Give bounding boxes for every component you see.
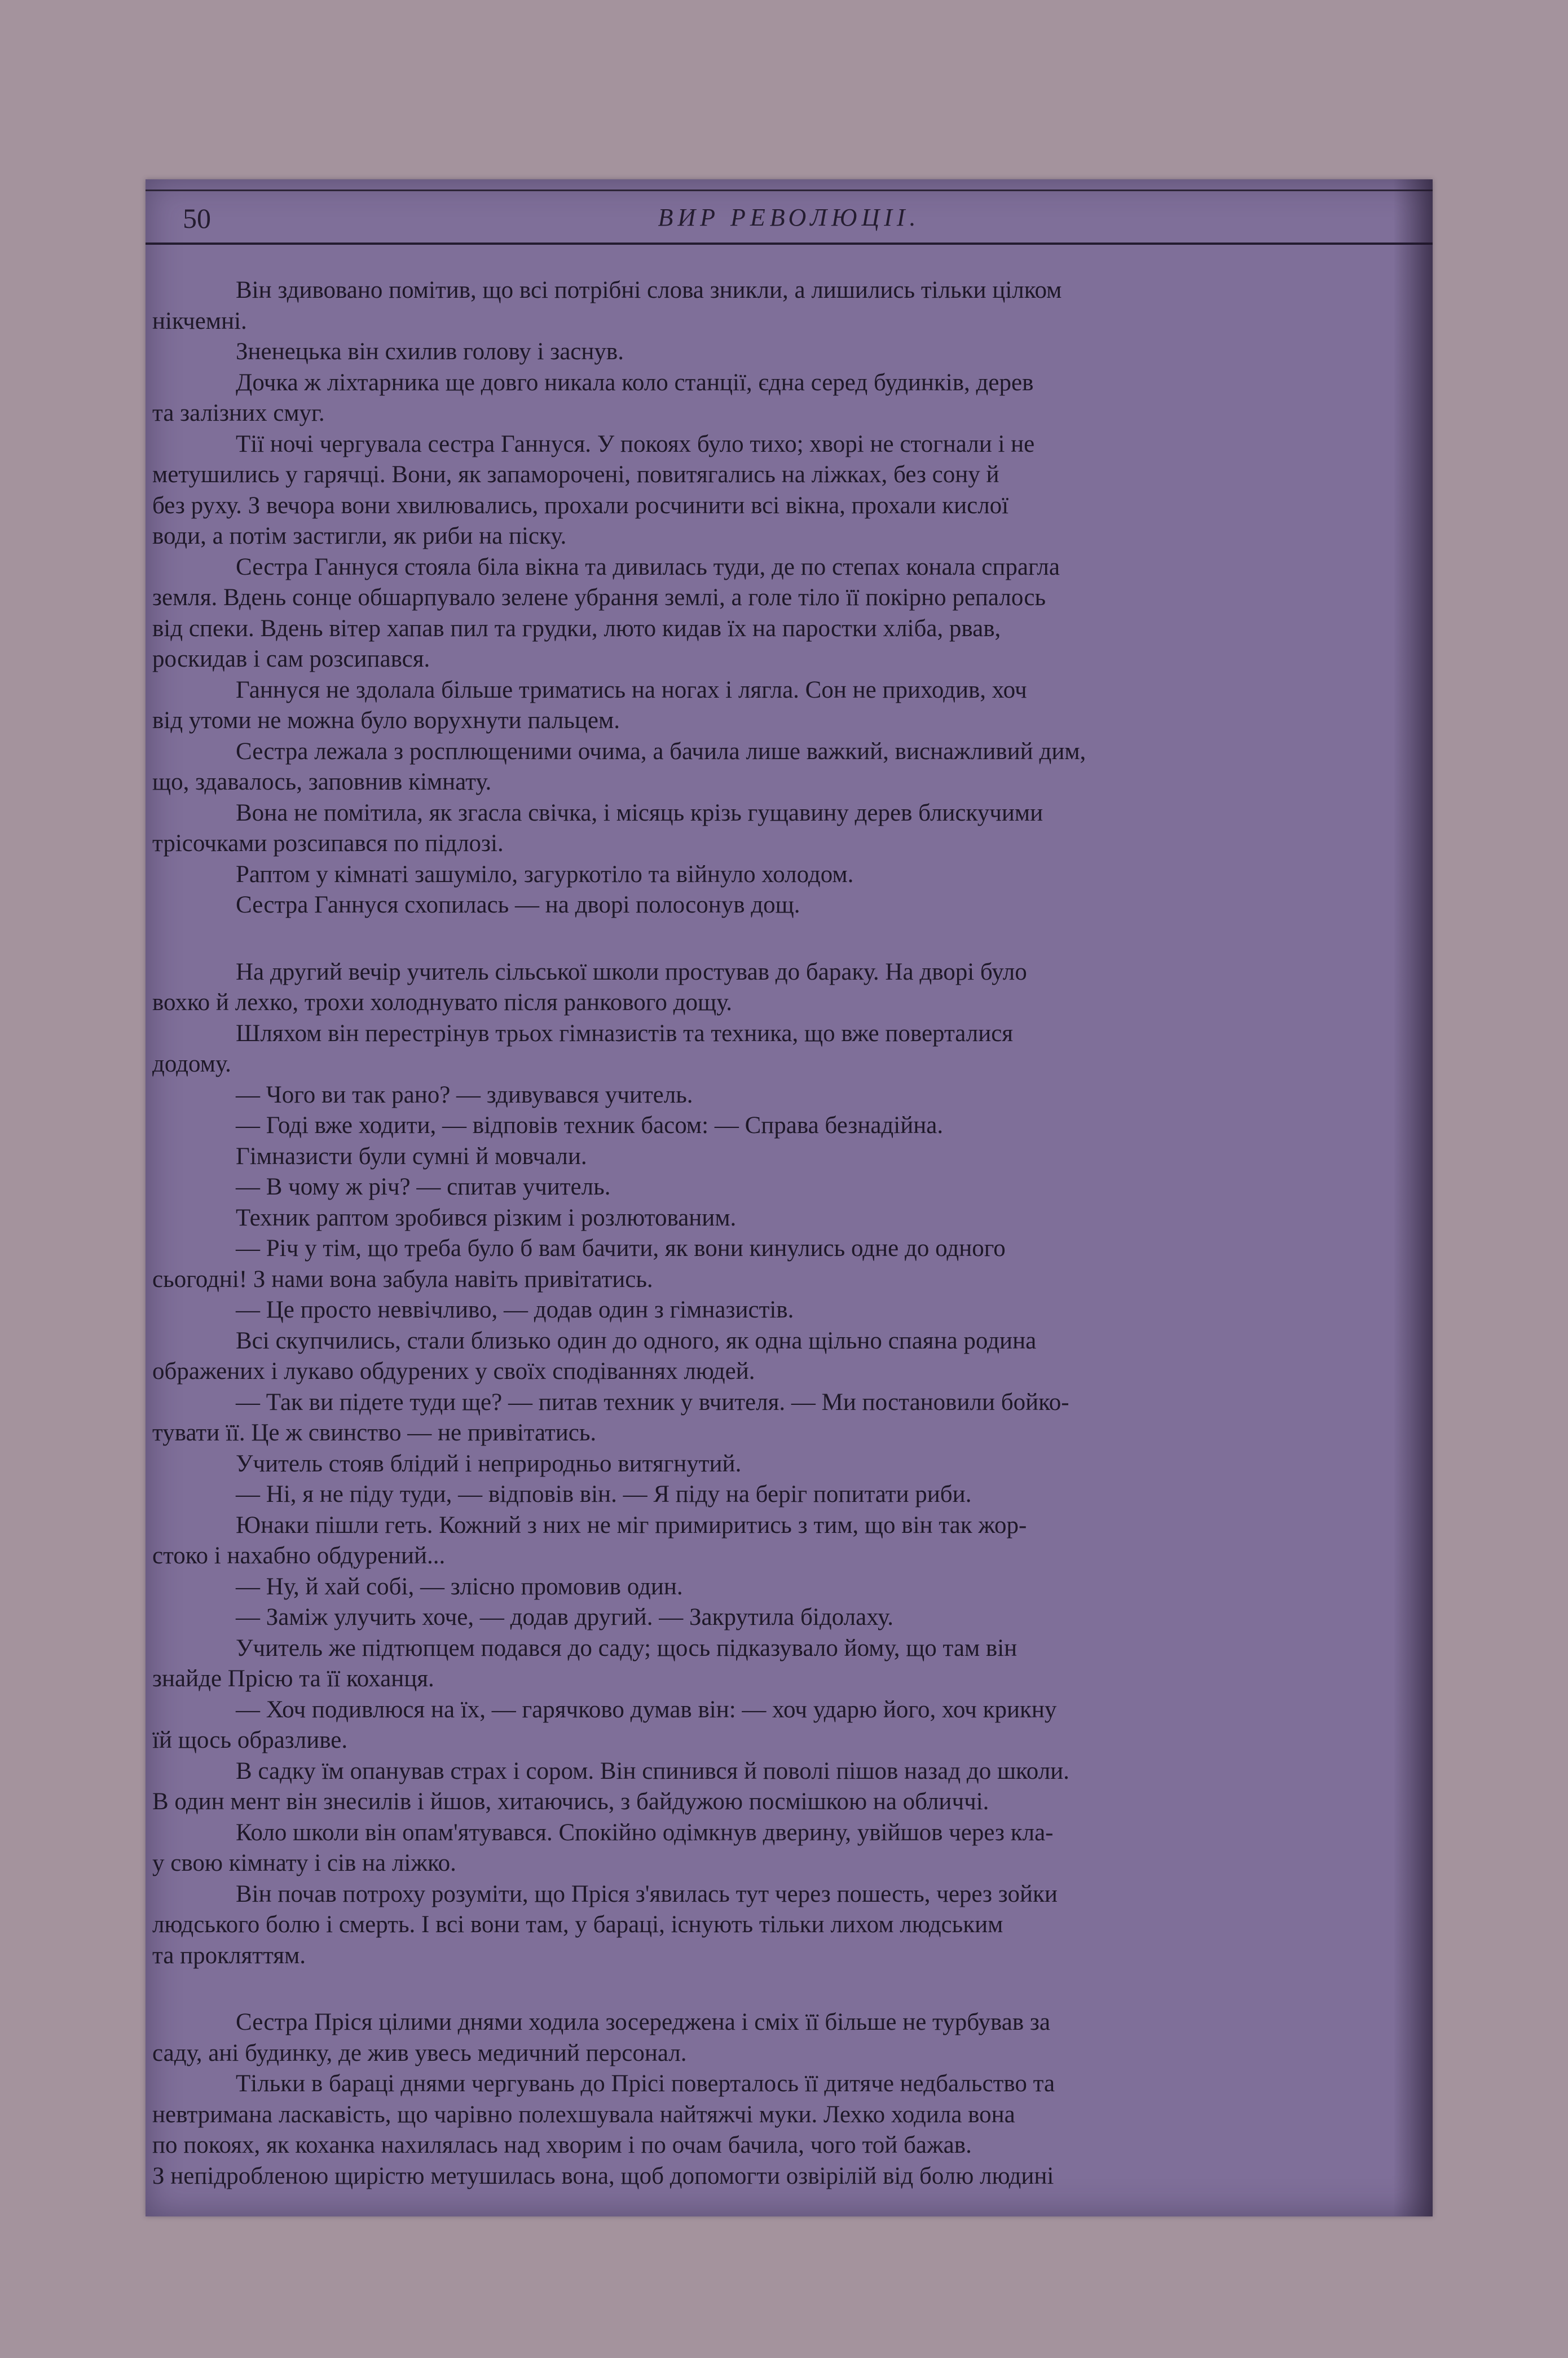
text-line: води, а потім застигли, як риби на піску. xyxy=(152,523,567,549)
text-line: — Ні, я не піду туди, — відповів він. — Я піду на беріг попитати риби. xyxy=(236,1481,972,1508)
text-line: Юнаки пішли геть. Кожний з них не міг примиритись з тим, що він так жор- xyxy=(236,1511,1027,1539)
text-line: тувати її. Це ж свинство — не привітатись. xyxy=(152,1420,597,1446)
text-line: стоко і нахабно обдурений... xyxy=(152,1542,446,1569)
text-line: — Так ви підете туди ще? — питав техник у вчителя. — Ми постановили бойко- xyxy=(236,1389,1069,1416)
text-line: Сестра лежала з росплющеними очима, а бачила лише важкий, виснажливий дим, xyxy=(236,738,1086,765)
text-line: — Заміж улучить хоче, — додав другий. — Закрутила бідолаху. xyxy=(236,1604,893,1630)
text-line: невтримана ласкавість, що чарівно полехшувала найтяжчі муки. Лехко ходила вона xyxy=(152,2101,1015,2128)
journal-title: ВИР РЕВОЛЮЦІІ. xyxy=(658,204,920,231)
text-line: та прокляттям. xyxy=(152,1942,306,1969)
text-line: без руху. З вечора вони хвилювались, прохали росчинити всі вікна, прохали кислої xyxy=(152,492,1009,519)
text-line: — Чого ви так рано? — здивувався учитель. xyxy=(236,1081,693,1108)
text-line: вохко й лехко, трохи холоднувато після ранкового дощу. xyxy=(152,989,733,1016)
text-line: у свою кімнату і сів на ліжко. xyxy=(152,1850,456,1876)
text-line: нікчемні. xyxy=(152,307,247,334)
text-line: Він здивовано помітив, що всі потрібні слова зникли, а лишились тільки цілком xyxy=(236,277,1062,303)
text-line: Всі скупчились, стали близько один до одного, як одна щільно спаяна родина xyxy=(236,1327,1037,1354)
text-line: Зненецька він схилив голову і заснув. xyxy=(236,338,624,365)
text-line: — Хоч подивлюся на їх, — гарячково думав він: — хоч ударю його, хоч крикну xyxy=(236,1696,1057,1723)
text-line: Дочка ж ліхтарника ще довго никала коло станції, єдна серед будинків, дерев xyxy=(236,369,1034,396)
text-line: — В чому ж річ? — спитав учитель. xyxy=(236,1174,611,1200)
text-line: метушились у гарячці. Вони, як запаморочені, повитягались на ліжках, без сону й xyxy=(152,461,999,488)
text-line: Техник раптом зробився різким і розлютованим. xyxy=(236,1204,737,1231)
text-line: саду, ані будинку, де жив увесь медичний персонал. xyxy=(152,2039,687,2066)
text-line: — Річ у тім, що треба було б вам бачити, як вони кинулись одне до одного xyxy=(236,1235,1006,1262)
text-line: Гімназисти були сумні й мовчали. xyxy=(236,1143,587,1170)
section-2 xyxy=(152,957,1433,1972)
text-line: Тільки в бараці днями чергувань до Прісі поверталось її дитяче недбальство та xyxy=(236,2070,1055,2097)
text-line: Учитель стояв блідий і неприродньо витягнутий. xyxy=(236,1450,742,1477)
text-line: Сестра Ганнуся схопилась — на дворі полосонув дощ. xyxy=(236,892,800,918)
text-line: від утоми не можна було ворухнути пальцем. xyxy=(152,707,620,734)
text-line: Сестра Ганнуся стояла біла вікна та дивилась туди, де по степах конала спрагла xyxy=(236,553,1060,580)
text-line: — Годі вже ходити, — відповів техник басом: — Справа безнадійна. xyxy=(236,1112,944,1139)
text-line: Коло школи він опам'ятувався. Спокійно одімкнув дверину, увійшов через кла- xyxy=(236,1819,1054,1846)
text-line: їй щось образливе. xyxy=(152,1727,348,1753)
text-line: що, здавалось, заповнив кімнату. xyxy=(152,769,492,795)
text-line: В садку їм опанував страх і сором. Він спинився й поволі пішов назад до школи. xyxy=(236,1757,1069,1784)
text-line: — Ну, й хай собі, — злісно промовив один. xyxy=(236,1573,683,1600)
text-line: знайде Прісю та її коханця. xyxy=(152,1665,434,1692)
running-head xyxy=(146,202,1433,236)
text-line: Вона не помітила, як згасла свічка, і місяць крізь гущавину дерев блискучими xyxy=(236,799,1043,826)
section-break xyxy=(152,921,1433,957)
text-line: додому. xyxy=(152,1051,231,1077)
text-line: В один мент він знесилів і йшов, хитаючись, з байдужою посмішкою на обличчі. xyxy=(152,1788,989,1815)
text-line: Він почав потроху розуміти, що Пріся з'явилась тут через пошесть, через зойки xyxy=(236,1880,1058,1907)
text-line: сьогодні! З нами вона забула навіть привітатись. xyxy=(152,1266,653,1293)
book-page xyxy=(146,179,1433,2216)
text-line: земля. Вдень сонце обшарпувало зелене убрання землі, а голе тіло її покірно репалось xyxy=(152,584,1046,611)
text-line: людського болю і смерть. І всі вони там, у бараці, існують тільки лихом людським xyxy=(152,1911,1003,1938)
section-break xyxy=(152,1971,1433,2007)
section-3 xyxy=(152,2007,1433,2192)
section-1 xyxy=(152,275,1433,921)
text-line: Раптом у кімнаті зашуміло, загуркотіло та війнуло холодом. xyxy=(236,861,854,888)
body-text xyxy=(152,275,1433,2192)
header-rule xyxy=(146,243,1433,245)
text-line: З непідробленою щирістю метушилась вона, щоб допомогти озвірілій від болю людині xyxy=(152,2162,1054,2189)
text-line: Тії ночі чергувала сестра Ганнуся. У покоях було тихо; хворі не стогнали і не xyxy=(236,430,1035,457)
top-rule xyxy=(146,189,1433,191)
page-number: 50 xyxy=(183,202,211,234)
text-line: від спеки. Вдень вітер хапав пил та грудки, люто кидав їх на паростки хліба, рвав, xyxy=(152,615,1001,642)
text-line: роскидав і сам розсипався. xyxy=(152,646,430,672)
text-line: На другий вечір учитель сільської школи простував до бараку. На дворі було xyxy=(236,958,1027,985)
text-line: Шляхом він перестрінув трьох гімназистів та техника, що вже поверталися xyxy=(236,1020,1014,1047)
text-line: Ганнуся не здолала більше триматись на ногах і лягла. Сон не приходив, хоч xyxy=(236,676,1027,703)
text-line: ображених і лукаво обдурених у своїх сподіваннях людей. xyxy=(152,1358,755,1385)
text-line: по покоях, як коханка нахилялась над хворим і по очам бачила, чого той бажав. xyxy=(152,2132,972,2158)
text-line: Учитель же підтюпцем подався до саду; щось підказувало йому, що там він xyxy=(236,1634,1018,1661)
text-line: трісочками розсипався по підлозі. xyxy=(152,830,504,857)
text-line: та залізних смуг. xyxy=(152,400,325,426)
text-line: — Це просто неввічливо, — додав один з гімназистів. xyxy=(236,1297,794,1323)
text-line: Сестра Пріся цілими днями ходила зосереджена і сміх її більше не турбував за xyxy=(236,2009,1050,2035)
